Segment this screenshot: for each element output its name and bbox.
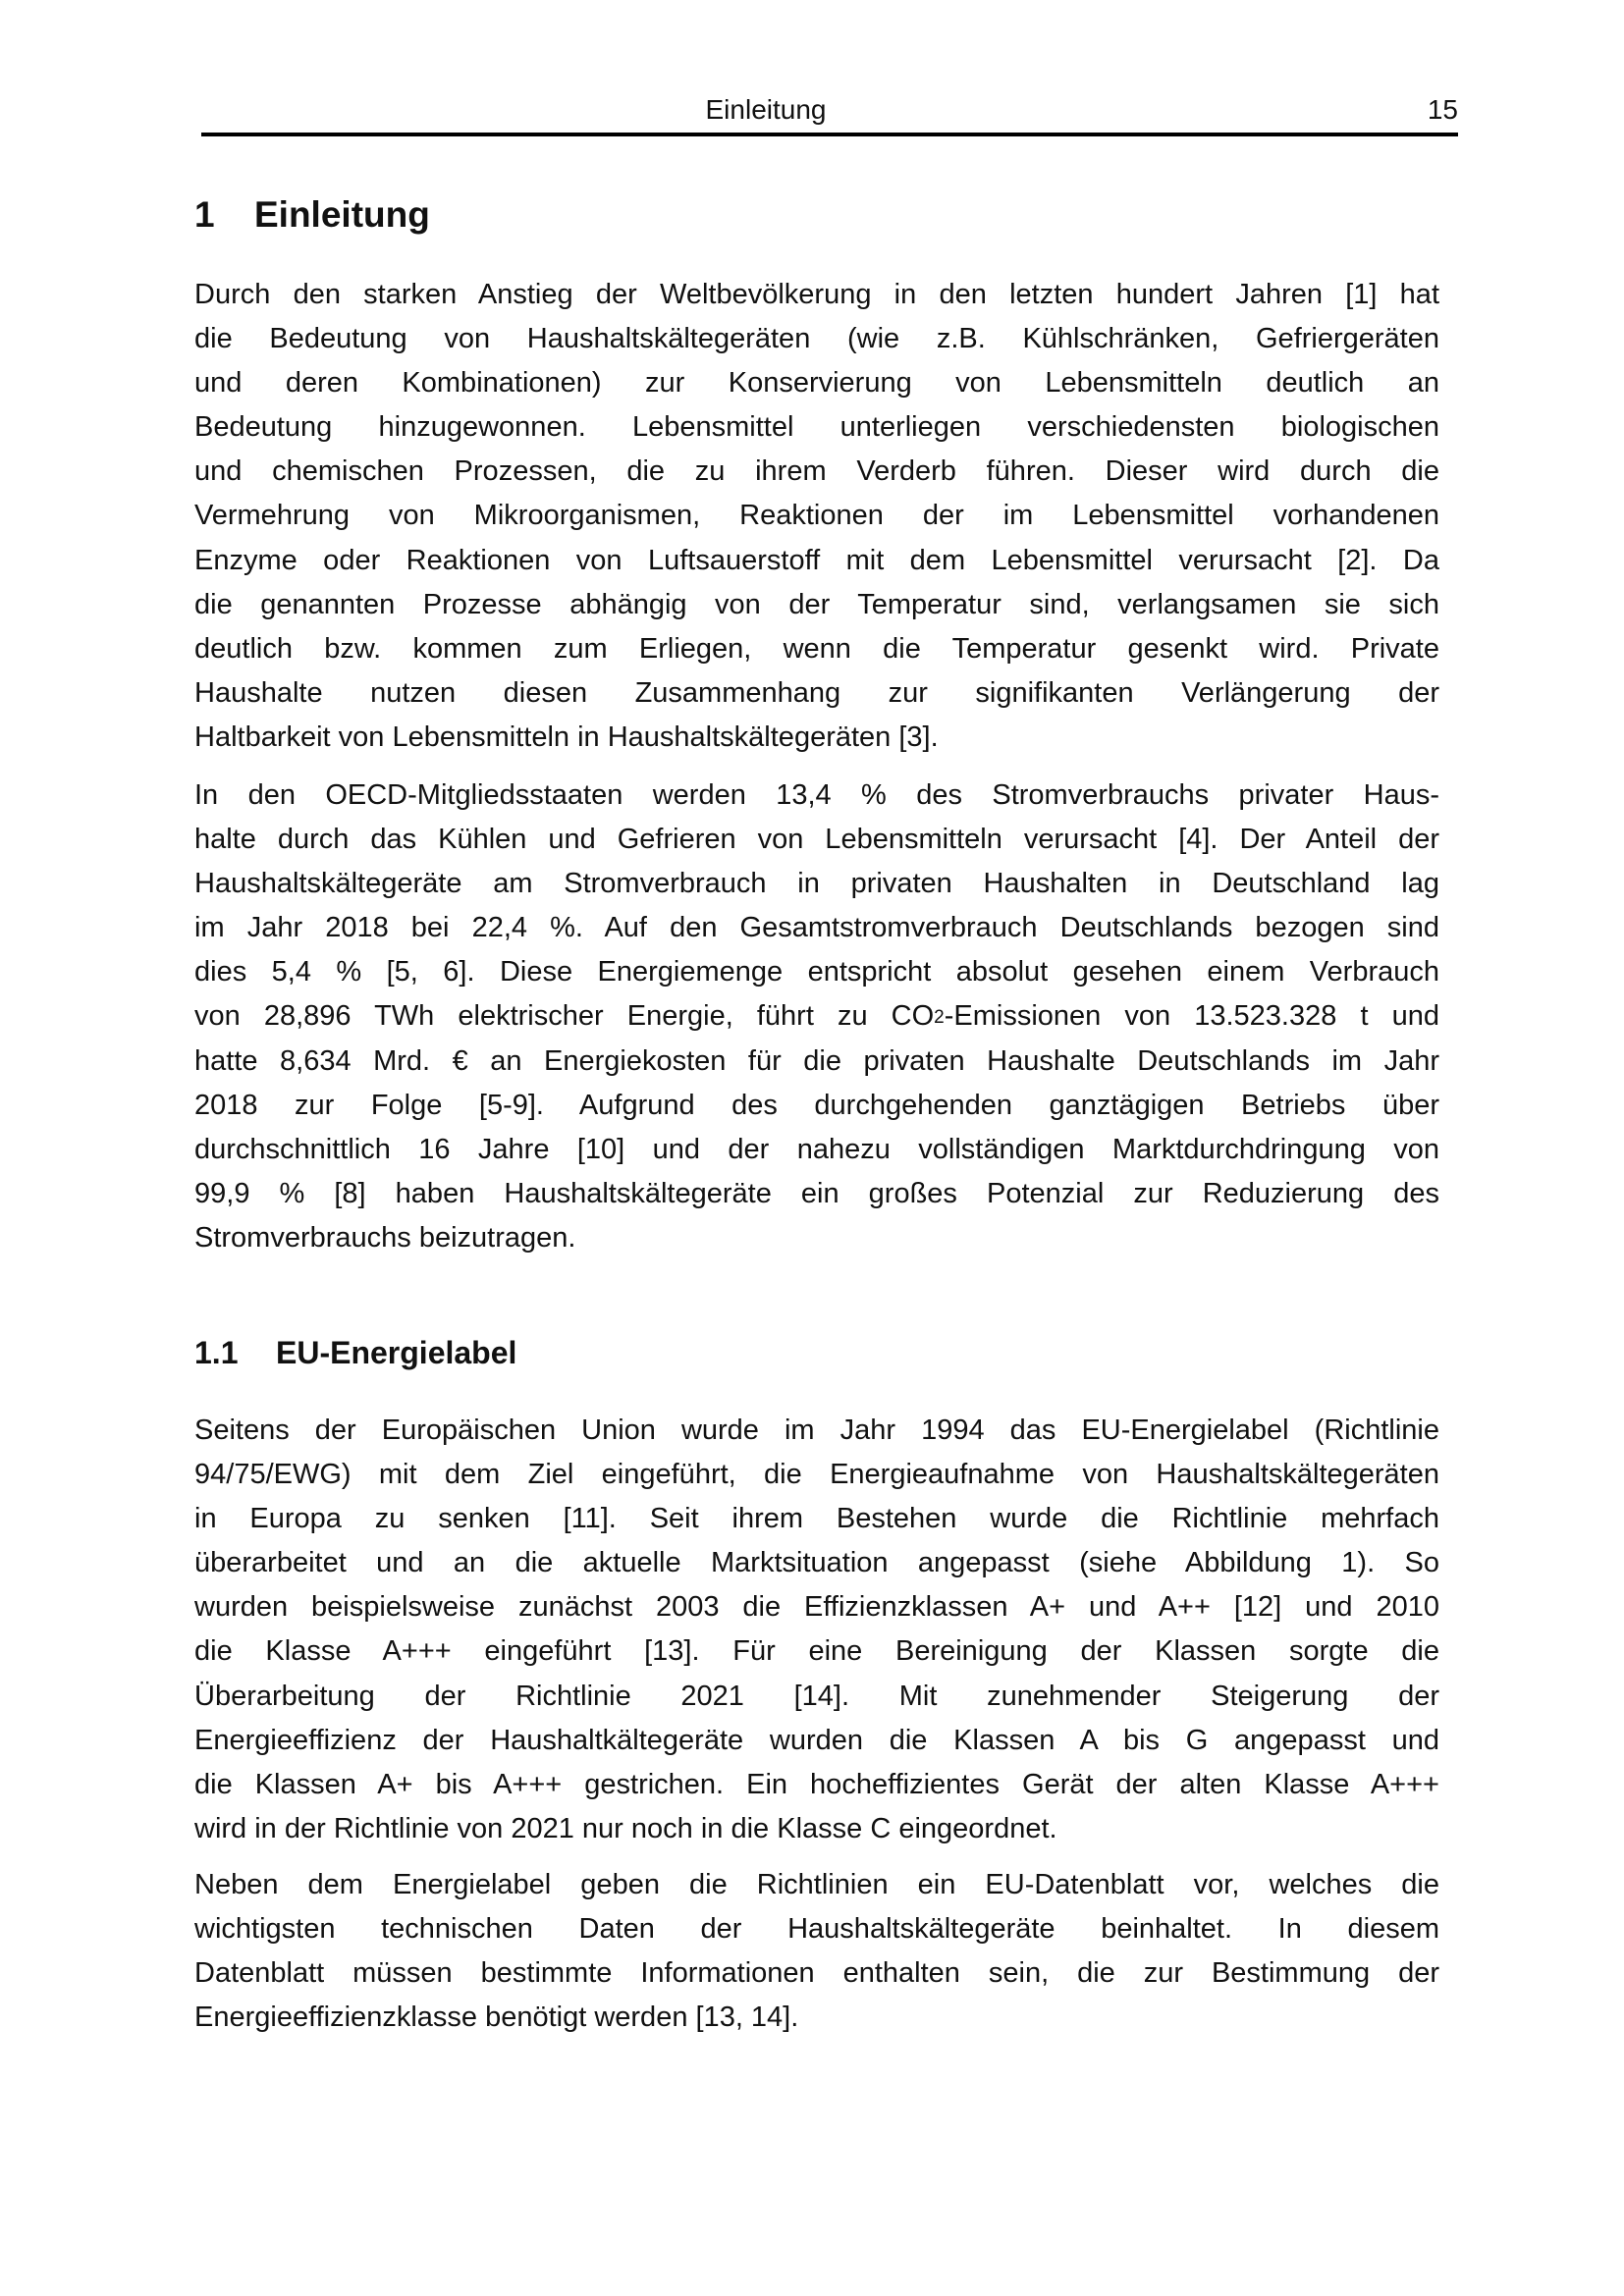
text-line: Überarbeitung der Richtlinie 2021 [14]. Mit zunehmender Steigerung der xyxy=(194,1680,1439,1712)
section-title: EU-Energielabel xyxy=(276,1335,517,1370)
header-rule xyxy=(201,133,1458,136)
paragraph-4 xyxy=(194,1863,1439,2040)
text-line: hatte 8,634 Mrd. € an Energiekosten für die privaten Haushalte Deutschlands im Jahr xyxy=(194,1044,1439,1077)
text-line: im Jahr 2018 bei 22,4 %. Auf den Gesamtstromverbrauch Deutschlands bezogen sind xyxy=(194,912,1439,944)
text-line: 2018 zur Folge [5-9]. Aufgrund des durchgehenden ganztägigen Betriebs über xyxy=(194,1089,1439,1121)
text-span: -Emissionen von 13.523.328 t und xyxy=(944,1000,1439,1033)
text-line: die Klasse A+++ eingeführt [13]. Für eine Bereinigung der Klassen sorgte die xyxy=(194,1635,1439,1668)
text-line: durchschnittlich 16 Jahre [10] und der nahezu vollständigen Marktdurchdringung von xyxy=(194,1133,1439,1165)
paragraph-1 xyxy=(194,273,1439,760)
text-line: Bedeutung hinzugewonnen. Lebensmittel unterliegen verschiedensten biologischen xyxy=(194,411,1439,444)
page-number: 15 xyxy=(1427,94,1458,125)
text-line: Datenblatt müssen bestimmte Informationen enthalten sein, die zur Bestimmung der xyxy=(194,1957,1439,1990)
text-line: überarbeitet und an die aktuelle Marktsituation angepasst (siehe Abbildung 1). So xyxy=(194,1547,1439,1579)
text-line: Stromverbrauchs beizutragen. xyxy=(194,1221,576,1254)
text-line: wichtigsten technischen Daten der Haushaltskältegeräte beinhaltet. In diesem xyxy=(194,1913,1439,1946)
text-line: dies 5,4 % [5, 6]. Diese Energiemenge entspricht absolut gesehen einem Verbrauch xyxy=(194,956,1439,988)
subscript: 2 xyxy=(934,1007,945,1029)
text-line: Neben dem Energielabel geben die Richtlinien ein EU-Datenblatt vor, welches die xyxy=(194,1869,1439,1900)
running-header-title: Einleitung xyxy=(705,94,827,125)
text-line: Energieeffizienzklasse benötigt werden [13, 14]. xyxy=(194,2002,799,2034)
text-line: 94/75/EWG) mit dem Ziel eingeführt, die Energieaufnahme von Haushaltskältegeräten xyxy=(194,1459,1439,1491)
text-line: In den OECD-Mitgliedsstaaten werden 13,4 % des Stromverbrauchs privater Haus- xyxy=(194,779,1439,811)
text-line: 99,9 % [8] haben Haushaltskältegeräte ein großes Potenzial zur Reduzierung des xyxy=(194,1177,1439,1209)
paragraph-3 xyxy=(194,1409,1439,1851)
section-number: 1.1 xyxy=(194,1335,239,1370)
text-line: die Bedeutung von Haushaltskältegeräten (wie z.B. Kühlschränken, Gefriergeräten xyxy=(194,323,1439,355)
text-line: Haushaltskältegeräte am Stromverbrauch in privaten Haushalten in Deutschland lag xyxy=(194,868,1439,900)
text-line: Energieeffizienz der Haushaltkältegeräte wurden die Klassen A bis G angepasst und xyxy=(194,1724,1439,1756)
text-line: Enzyme oder Reaktionen von Luftsauerstoff mit dem Lebensmittel verursacht [2]. Da xyxy=(194,544,1439,576)
text-line: wurden beispielsweise zunächst 2003 die Effizienzklassen A+ und A++ [12] und 2010 xyxy=(194,1591,1439,1624)
text-line: halte durch das Kühlen und Gefrieren von Lebensmitteln verursacht [4]. Der Anteil der xyxy=(194,824,1439,856)
chapter-title: Einleitung xyxy=(254,194,430,235)
text-line: die Klassen A+ bis A+++ gestrichen. Ein hocheffizientes Gerät der alten Klasse A+++ xyxy=(194,1768,1439,1800)
text-line: und deren Kombinationen) zur Konservierung von Lebensmitteln deutlich an xyxy=(194,367,1439,400)
chapter-number: 1 xyxy=(194,194,215,235)
text-line: die genannten Prozesse abhängig von der Temperatur sind, verlangsamen sie sich xyxy=(194,588,1439,620)
text-line-co2 xyxy=(194,994,1439,1039)
text-span: von 28,896 TWh elektrischer Energie, führt zu CO xyxy=(194,1000,935,1033)
text-line: wird in der Richtlinie von 2021 nur noch in die Klasse C eingeordnet. xyxy=(194,1812,1057,1844)
text-line: deutlich bzw. kommen zum Erliegen, wenn die Temperatur gesenkt wird. Private xyxy=(194,632,1439,665)
text-line: in Europa zu senken [11]. Seit ihrem Bestehen wurde die Richtlinie mehrfach xyxy=(194,1503,1439,1535)
text-line: und chemischen Prozessen, die zu ihrem Verderb führen. Dieser wird durch die xyxy=(194,455,1439,488)
text-line: Seitens der Europäischen Union wurde im Jahr 1994 das EU-Energielabel (Richtlinie xyxy=(194,1415,1439,1446)
text-line: Vermehrung von Mikroorganismen, Reaktionen der im Lebensmittel vorhandenen xyxy=(194,500,1439,532)
section-heading xyxy=(194,1335,516,1371)
text-line: Durch den starken Anstieg der Weltbevölkerung in den letzten hundert Jahren [1] hat xyxy=(194,279,1439,310)
paragraph-2 xyxy=(194,774,1439,1260)
text-line: Haushalte nutzen diesen Zusammenhang zur signifikanten Verlängerung der xyxy=(194,676,1439,709)
text-line: Haltbarkeit von Lebensmitteln in Haushaltskältegeräten [3]. xyxy=(194,721,939,753)
chapter-heading xyxy=(194,194,430,236)
